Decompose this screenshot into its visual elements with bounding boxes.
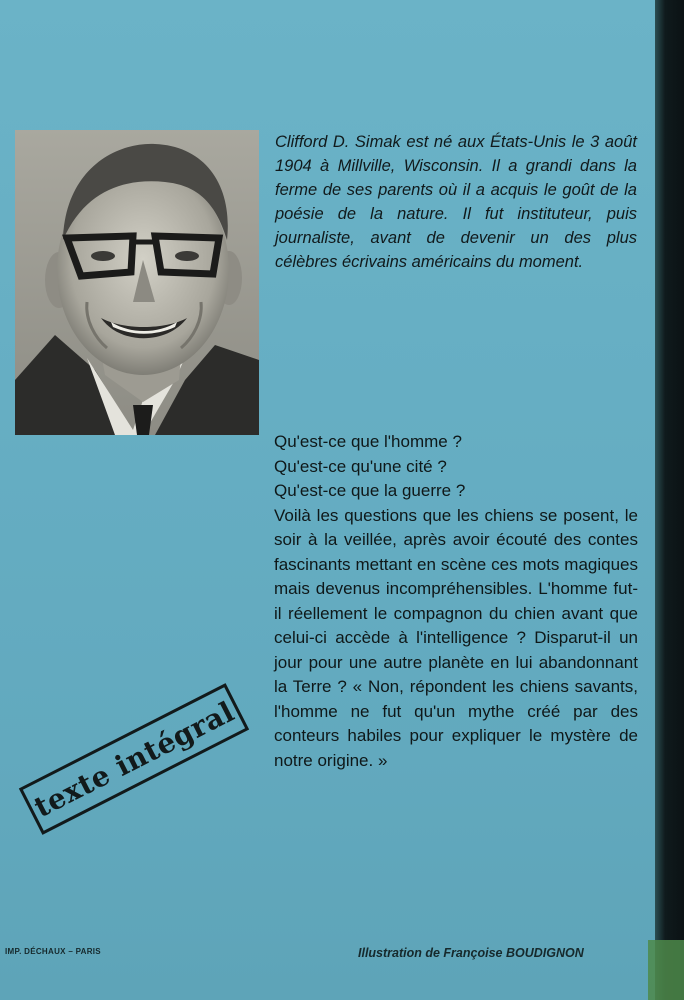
- blurb-question: Qu'est-ce que la guerre ?: [274, 481, 466, 500]
- stamp-text: texte intégral: [28, 694, 240, 824]
- author-portrait: [15, 130, 259, 435]
- book-spine: [655, 0, 684, 1000]
- printer-imprint: IMP. DÉCHAUX – PARIS: [5, 947, 101, 956]
- illustration-credit: Illustration de Françoise BOUDIGNON: [358, 946, 584, 960]
- spine-corner-wear: [648, 940, 684, 1000]
- texte-integral-stamp: [19, 683, 249, 835]
- blurb-paragraph: Voilà les questions que les chiens se posent, le soir à la veillée, après avoir écouté des contes fascinants mettant en scène ces mots magiques mais devenus incompréhensibles. L'homme fut-il réellement le compagnon du chien avant que celui-ci accède à l'intelligence ? Disparut-il un jour pour une autre planète en lui abandonnant la Terre ? « Non, répondent les chiens savants, l'homme ne fut qu'un mythe créé par des conteurs habiles pour expliquer le mystère de notre origine. »: [274, 505, 638, 770]
- author-biography: Clifford D. Simak est né aux États-Unis le 3 août 1904 à Millville, Wisconsin. Il a grandi dans la ferme de ses parents où il a acquis le goût de la poésie de la nature. Il fut instituteur, puis journaliste, avant de devenir un des plus célèbres écrivains américains du moment.: [275, 133, 637, 271]
- blurb-question: Qu'est-ce qu'une cité ?: [274, 456, 447, 476]
- blurb-question: Qu'est-ce que l'homme ?: [274, 432, 462, 451]
- blurb: [274, 430, 638, 773]
